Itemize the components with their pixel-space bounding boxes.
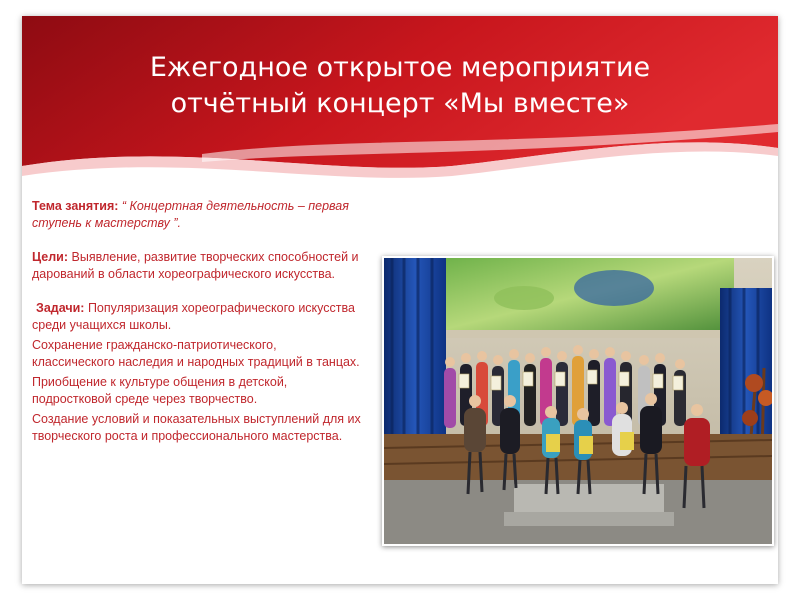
task-item: Приобщение к культуре общения в детской, подростковой среде через творчество.: [32, 375, 288, 406]
goals-label: Цели:: [32, 250, 69, 264]
tasks-text: Популяризация хореографического искусства среди учащихся школы.: [32, 301, 355, 332]
task-item: Создание условий и показательных выступлений для их творческого роста и профессионального мастерства.: [32, 412, 361, 443]
tasks-label: Задачи:: [36, 301, 85, 315]
concert-photo: [382, 256, 774, 546]
theme-label: Тема занятия:: [32, 199, 119, 213]
slide-title: Ежегодное открытое мероприятие отчётный концерт «Мы вместе»: [149, 52, 651, 119]
content-column: [32, 198, 362, 445]
task-item: Сохранение гражданско-патриотического, классического наследия и народных традиций в танцах.: [32, 338, 360, 369]
slide: [22, 16, 778, 584]
goals-text: Выявление, развитие творческих способностей и дарований в области хореографического искусства.: [32, 250, 359, 281]
goals-paragraph: [32, 249, 362, 283]
theme-paragraph: [32, 198, 362, 232]
theme-text: “ Концертная деятельность – первая ступень к мастерству ”.: [32, 199, 349, 230]
tasks-paragraph: [32, 300, 362, 334]
